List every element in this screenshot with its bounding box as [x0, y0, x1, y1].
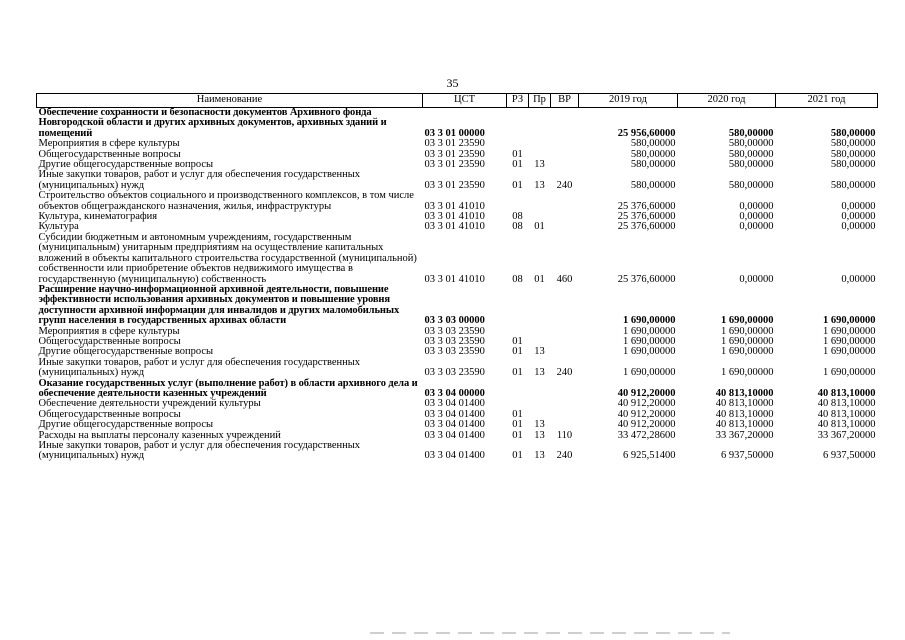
cell-y2021: 1 690,00000 — [823, 315, 876, 327]
cell-rz: 01 — [512, 367, 523, 379]
cell-y2021: 1 690,00000 — [823, 367, 876, 379]
cell-code: 03 3 01 41010 — [424, 221, 485, 233]
cell-y2021: 580,00000 — [830, 179, 876, 191]
cell-vr — [551, 285, 579, 327]
cell-pr — [529, 327, 551, 337]
cell-vr — [551, 139, 579, 149]
cell-y2019: 40 912,20000 — [617, 419, 676, 431]
cell-rz: 01 — [512, 179, 523, 191]
cell-y2021: 40 813,10000 — [817, 398, 876, 410]
cell-y2021: 0,00000 — [841, 211, 876, 223]
cell-code: 03 3 01 23590 — [424, 159, 485, 171]
cell-y2019: 40 912,20000 — [617, 398, 676, 410]
cell-y2021: 580,00000 — [830, 148, 876, 160]
cell-rz: 01 — [512, 408, 523, 420]
cell-code: 03 3 04 01400 — [424, 450, 485, 462]
table-row — [37, 379, 878, 400]
cell-y2021: 1 690,00000 — [823, 325, 876, 337]
cell-y2020: 1 690,00000 — [721, 325, 774, 337]
cell-code: 03 3 01 23590 — [424, 138, 485, 150]
cell-y2019: 580,00000 — [630, 138, 676, 150]
header-2020: 2020 год — [678, 94, 776, 108]
header-name: Наименование — [37, 94, 423, 108]
cell-vr: 110 — [556, 429, 573, 441]
cell-y2021: 0,00000 — [841, 200, 876, 212]
header-2021: 2021 год — [776, 94, 878, 108]
cell-y2021: 1 690,00000 — [823, 346, 876, 358]
cell-vr: 240 — [556, 367, 573, 379]
cell-y2020: 580,00000 — [728, 138, 774, 150]
cell-rz — [507, 191, 529, 212]
cell-y2020: 580,00000 — [728, 159, 774, 171]
cell-pr — [529, 108, 551, 140]
cell-rz: 08 — [512, 211, 523, 223]
cell-y2021: 0,00000 — [841, 221, 876, 233]
cell-y2019: 40 912,20000 — [617, 408, 676, 420]
cell-vr — [551, 379, 579, 400]
header-vr: ВР — [551, 94, 579, 108]
cell-y2020: 1 690,00000 — [721, 315, 774, 327]
cell-name: Оказание государственных услуг (выполнение работ) в области архивного дела и обеспечение деятельности казенных учреждений — [38, 377, 418, 399]
cell-y2019: 40 912,20000 — [617, 387, 676, 399]
cell-pr — [529, 285, 551, 327]
cell-y2020: 0,00000 — [739, 221, 774, 233]
cell-vr — [551, 327, 579, 337]
cell-y2021: 580,00000 — [830, 127, 876, 139]
cell-name: Другие общегосударственные вопросы — [38, 159, 214, 171]
cell-vr — [551, 337, 579, 347]
cell-y2020: 40 813,10000 — [715, 408, 774, 420]
cell-code: 03 3 01 23590 — [424, 148, 485, 160]
cell-vr — [551, 160, 579, 170]
cell-y2019: 580,00000 — [630, 159, 676, 171]
cell-y2019: 25 956,60000 — [617, 127, 676, 139]
cell-name: Мероприятия в сфере культуры — [38, 325, 180, 337]
cell-y2020: 1 690,00000 — [721, 335, 774, 347]
cell-vr: 240 — [556, 450, 573, 462]
cell-y2019: 25 376,60000 — [617, 211, 676, 223]
cell-pr — [529, 399, 551, 409]
table-row — [37, 170, 878, 191]
cell-rz — [507, 379, 529, 400]
cell-pr: 13 — [534, 346, 545, 358]
cell-name: Культура, кинематография — [38, 211, 158, 223]
cell-rz — [507, 108, 529, 140]
table-row — [37, 285, 878, 327]
table-row — [37, 358, 878, 379]
cell-rz: 08 — [512, 273, 523, 285]
page-number: 35 — [446, 76, 459, 90]
cell-vr: 240 — [556, 179, 573, 191]
cell-pr — [529, 379, 551, 400]
cell-y2019: 1 690,00000 — [623, 335, 676, 347]
cell-code: 03 3 04 01400 — [424, 429, 485, 441]
cell-y2019: 33 472,28600 — [617, 429, 676, 441]
cell-y2020: 0,00000 — [739, 211, 774, 223]
cell-name: Строительство объектов социального и производственного комплексов, в том числе объектов общегражданского назначения, жилья, инфраструктуры — [38, 190, 414, 212]
cell-y2019: 580,00000 — [630, 179, 676, 191]
cell-y2021: 6 937,50000 — [823, 450, 876, 462]
cell-y2019: 6 925,51400 — [623, 450, 676, 462]
header-pr: Пр — [529, 94, 551, 108]
cell-code: 03 3 03 23590 — [424, 367, 485, 379]
cell-rz: 08 — [512, 221, 523, 233]
cell-name: Мероприятия в сфере культуры — [38, 138, 180, 150]
cell-y2020: 0,00000 — [739, 273, 774, 285]
cell-y2020: 0,00000 — [739, 200, 774, 212]
cell-rz: 01 — [512, 450, 523, 462]
cell-code: 03 3 01 41010 — [424, 211, 485, 223]
cell-code: 03 3 04 01400 — [424, 419, 485, 431]
cell-y2019: 1 690,00000 — [623, 367, 676, 379]
cell-rz: 01 — [512, 419, 523, 431]
cell-name: Иные закупки товаров, работ и услуг для обеспечения государственных (муниципальных) нужд — [38, 356, 361, 379]
cell-code: 03 3 04 00000 — [424, 387, 485, 399]
cell-vr — [551, 108, 579, 140]
page-footer-artifact — [370, 632, 730, 634]
cell-y2019: 580,00000 — [630, 148, 676, 160]
cell-name: Общегосударственные вопросы — [38, 335, 181, 347]
cell-code: 03 3 01 41010 — [424, 273, 485, 285]
cell-y2020: 33 367,20000 — [715, 429, 774, 441]
cell-name: Субсидии бюджетным и автономным учреждениям, государственным (муниципальным) унитарным предприятиям на осуществление капитальных вложений в объекты капитального строительства государственной (муниципальной) собственности или приобретение объектов недвижимого имущества в государственную (муниципальную) собственность — [38, 231, 417, 285]
cell-vr — [551, 222, 579, 232]
cell-y2021: 0,00000 — [841, 273, 876, 285]
cell-name: Культура — [38, 221, 79, 233]
cell-name: Иные закупки товаров, работ и услуг для обеспечения государственных (муниципальных) нужд — [38, 440, 361, 462]
cell-y2019: 1 690,00000 — [623, 315, 676, 327]
cell-code: 03 3 01 23590 — [424, 179, 485, 191]
cell-y2021: 33 367,20000 — [817, 429, 876, 441]
table-row — [37, 108, 878, 140]
cell-y2021: 580,00000 — [830, 138, 876, 150]
table-header-row — [37, 94, 878, 108]
cell-y2020: 6 937,50000 — [721, 450, 774, 462]
cell-y2020: 40 813,10000 — [715, 398, 774, 410]
header-code: ЦСТ — [423, 94, 507, 108]
cell-rz — [507, 285, 529, 327]
cell-code: 03 3 04 01400 — [424, 398, 485, 410]
cell-y2020: 580,00000 — [728, 148, 774, 160]
cell-vr — [551, 191, 579, 212]
budget-table — [36, 93, 878, 462]
cell-name: Обеспечение сохранности и безопасности документов Архивного фонда Новгородской области и других архивных документов, архивных зданий и помещений — [38, 107, 387, 139]
cell-name: Расходы на выплаты персоналу казенных учреждений — [38, 429, 281, 441]
cell-code: 03 3 03 23590 — [424, 346, 485, 358]
cell-rz: 01 — [512, 335, 523, 347]
cell-pr: 13 — [534, 159, 545, 171]
cell-y2021: 40 813,10000 — [817, 387, 876, 399]
cell-vr — [551, 212, 579, 222]
cell-name: Расширение научно-информационной архивной деятельности, повышение эффективности использования архивных документов и повышение уровня доступности архивной информации для инвалидов и других маломобильных групп населения в государственных архивах области — [38, 283, 400, 327]
cell-vr — [551, 150, 579, 160]
cell-pr — [529, 139, 551, 149]
header-rz: РЗ — [507, 94, 529, 108]
cell-pr: 01 — [534, 273, 545, 285]
cell-y2019: 25 376,60000 — [617, 221, 676, 233]
cell-pr: 13 — [534, 419, 545, 431]
cell-y2019: 1 690,00000 — [623, 346, 676, 358]
header-2019: 2019 год — [579, 94, 678, 108]
cell-vr — [551, 347, 579, 357]
cell-rz: 01 — [512, 148, 523, 160]
cell-y2020: 580,00000 — [728, 179, 774, 191]
cell-vr: 460 — [556, 273, 573, 285]
cell-vr — [551, 410, 579, 420]
cell-y2020: 580,00000 — [728, 127, 774, 139]
cell-y2020: 1 690,00000 — [721, 367, 774, 379]
cell-name: Иные закупки товаров, работ и услуг для обеспечения государственных (муниципальных) нужд — [38, 169, 361, 191]
cell-y2019: 1 690,00000 — [623, 325, 676, 337]
cell-rz: 01 — [512, 429, 523, 441]
table-row — [37, 191, 878, 212]
cell-vr — [551, 399, 579, 409]
cell-y2019: 25 376,60000 — [617, 200, 676, 212]
cell-y2020: 1 690,00000 — [721, 346, 774, 358]
cell-name: Другие общегосударственные вопросы — [38, 346, 214, 358]
table-row — [37, 441, 878, 462]
cell-pr — [529, 191, 551, 212]
cell-y2021: 580,00000 — [830, 159, 876, 171]
cell-y2021: 1 690,00000 — [823, 335, 876, 347]
cell-name: Обеспечение деятельности учреждений культуры — [38, 398, 261, 410]
cell-code: 03 3 01 41010 — [424, 200, 485, 212]
cell-pr: 13 — [534, 179, 545, 191]
cell-y2021: 40 813,10000 — [817, 419, 876, 431]
cell-pr: 13 — [534, 429, 545, 441]
cell-y2020: 40 813,10000 — [715, 387, 774, 399]
cell-pr: 13 — [534, 367, 545, 379]
cell-y2021: 40 813,10000 — [817, 408, 876, 420]
cell-code: 03 3 03 23590 — [424, 325, 485, 337]
cell-pr: 13 — [534, 450, 545, 462]
cell-name: Общегосударственные вопросы — [38, 148, 181, 160]
cell-rz: 01 — [512, 159, 523, 171]
cell-code: 03 3 01 00000 — [424, 127, 485, 139]
table-row — [37, 233, 878, 285]
cell-rz: 01 — [512, 346, 523, 358]
cell-name: Другие общегосударственные вопросы — [38, 419, 214, 431]
cell-pr: 01 — [534, 221, 545, 233]
cell-code: 03 3 04 01400 — [424, 408, 485, 420]
cell-code: 03 3 03 00000 — [424, 315, 485, 327]
cell-y2020: 40 813,10000 — [715, 419, 774, 431]
cell-name: Общегосударственные вопросы — [38, 408, 181, 420]
cell-y2019: 25 376,60000 — [617, 273, 676, 285]
cell-code: 03 3 03 23590 — [424, 335, 485, 347]
